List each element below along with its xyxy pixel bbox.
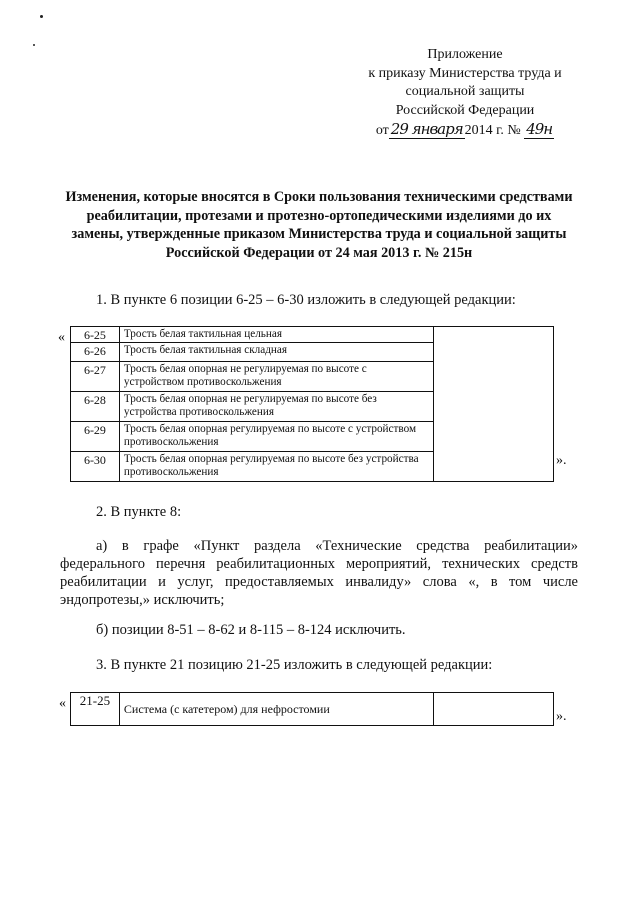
- annex-header: [330, 46, 600, 141]
- number-sign: №: [507, 123, 521, 138]
- row-code: 6-27: [71, 362, 120, 392]
- row-code: 6-25: [71, 327, 120, 343]
- date-prefix: от: [375, 123, 389, 138]
- item-2a-text: а) в графе «Пункт раздела «Технические средства реабилитации» федерального перечня реабилитационных мероприятий, технических средств реабилитации и услуг, предоставляемых инвалиду» слова «, в том числе эндопротезы,» исключить;: [60, 538, 578, 608]
- row-code: 6-30: [71, 452, 120, 482]
- row-name: Трость белая тактильная складная: [119, 343, 433, 362]
- table-row: [71, 693, 554, 726]
- row-name: Трость белая тактильная цельная: [119, 327, 433, 343]
- row-name: Трость белая опорная регулируемая по высоте без устройства противоскольжения: [119, 452, 433, 482]
- row-name: Трость белая опорная регулируемая по высоте с устройством противоскольжения: [119, 422, 433, 452]
- close-quote: ».: [556, 709, 567, 724]
- annex-line: социальной защиты: [405, 84, 525, 99]
- scan-mark: [40, 15, 43, 18]
- item-3-text: 3. В пункте 21 позицию 21-25 изложить в следующей редакции:: [96, 657, 493, 673]
- date-year: 2014 г.: [464, 123, 504, 138]
- item-2-text: 2. В пункте 8:: [96, 504, 182, 520]
- item-2b-text: б) позиции 8-51 – 8-62 и 8-115 – 8-124 исключить.: [96, 622, 406, 638]
- row-name: Трость белая опорная не регулируемая по высоте с устройством противоскольжения: [119, 362, 433, 392]
- handwritten-date: 29 января: [390, 120, 463, 138]
- annex-line: Российской Федерации: [395, 102, 535, 118]
- annex-line: Приложение: [427, 47, 503, 62]
- annex-line: к приказу Министерства труда и: [368, 65, 562, 81]
- document-title: Изменения, которые вносятся в Сроки пользования техническими средствами реабилитации, протезами и протезно-ортопедическими изделиями до их замены, утвержденные приказом Министерства труда и социальной защиты Российской Федерации от 24 мая 2013 г. № 215н: [65, 189, 573, 261]
- empty-column: [434, 693, 554, 726]
- positions-table-6: [70, 326, 554, 482]
- row-name: Трость белая опорная не регулируемая по высоте без устройства противоскольжения: [119, 392, 433, 422]
- close-quote: ».: [556, 453, 567, 468]
- scan-mark: [33, 44, 35, 46]
- row-code: 6-26: [71, 343, 120, 362]
- item-1-text: 1. В пункте 6 позиции 6-25 – 6-30 изложить в следующей редакции:: [96, 292, 516, 308]
- handwritten-number: 49н: [526, 120, 553, 138]
- open-quote: «: [59, 696, 66, 711]
- table-row: [71, 327, 554, 343]
- open-quote: «: [58, 330, 65, 345]
- row-code: 21-25: [71, 693, 120, 726]
- row-code: 6-29: [71, 422, 120, 452]
- empty-column: [434, 327, 554, 482]
- row-code: 6-28: [71, 392, 120, 422]
- annex-date-line: [330, 120, 600, 141]
- row-name: Система (с катетером) для нефростомии: [119, 693, 433, 726]
- positions-table-21: [70, 692, 554, 726]
